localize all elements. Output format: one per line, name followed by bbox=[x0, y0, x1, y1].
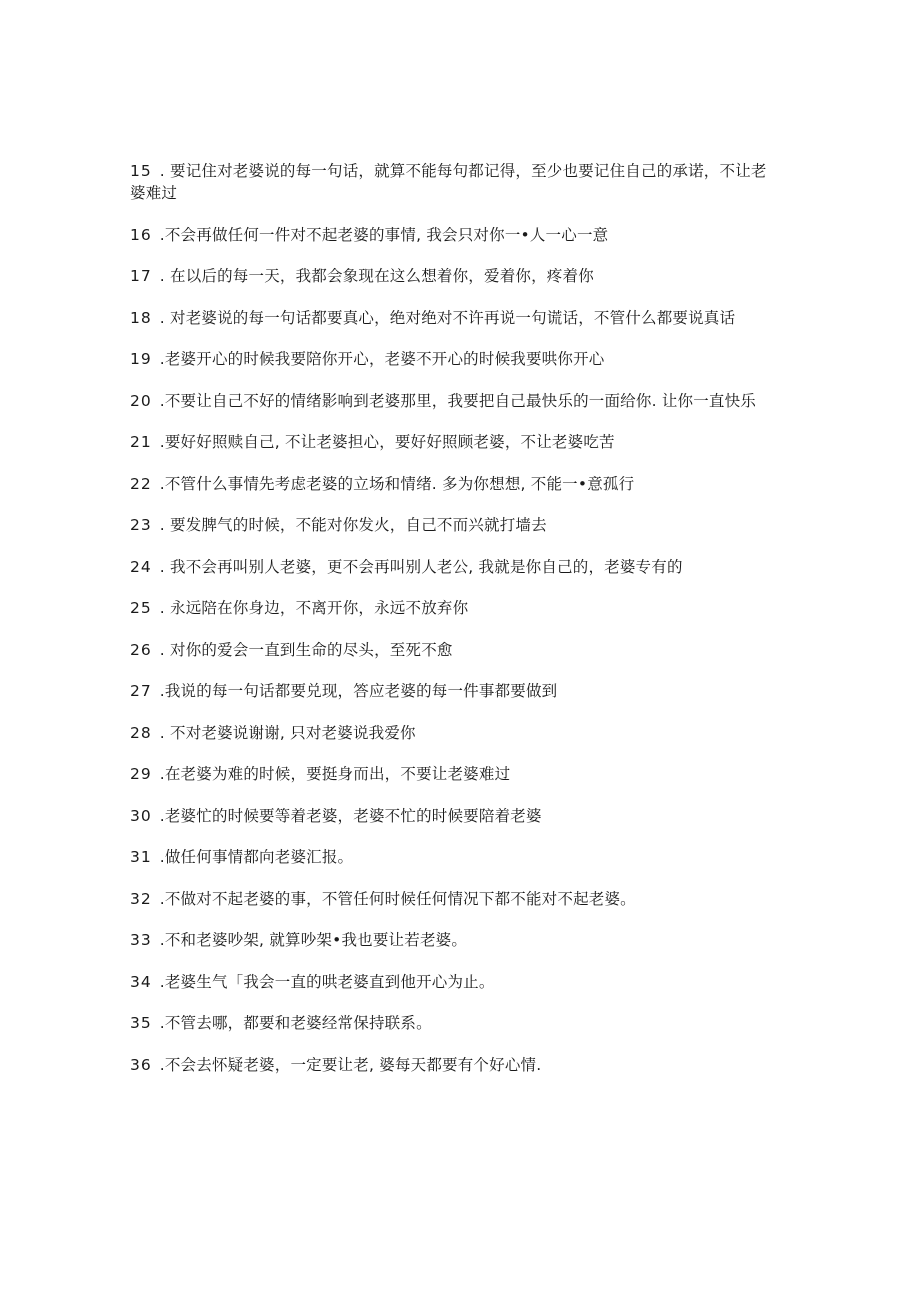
item-text: . 对你的爱会一直到生命的尽头，至死不愈 bbox=[159, 640, 453, 659]
item-text: .不管去哪，都要和老婆经常保持联系。 bbox=[159, 1014, 432, 1032]
item-number: 32 bbox=[130, 889, 152, 908]
list-item bbox=[0, 473, 920, 495]
item-text: .要好好照赎自己, 不让老婆担心，要好好照顾老婆，不让老婆吃苦 bbox=[159, 433, 615, 451]
item-number: 18 bbox=[130, 308, 152, 327]
item-text: .不会去怀疑老婆，一定要让老, 婆每天都要有个好心情. bbox=[159, 1055, 542, 1074]
item-text: .不要让自己不好的情绪影响到老婆那里，我要把自己最快乐的一面给你. 让你一直快乐 bbox=[159, 391, 757, 410]
list-item bbox=[0, 224, 920, 246]
item-number: 30 bbox=[130, 806, 152, 825]
list-item bbox=[0, 680, 920, 702]
item-number: 21 bbox=[130, 433, 152, 451]
item-text: . 对老婆说的每一句话都要真心，绝对绝对不许再说一句谎话，不管什么都要说真话 bbox=[159, 308, 736, 327]
list-item bbox=[0, 722, 920, 744]
item-text: . 要发脾气的时候，不能对你发火，自己不而兴就打墙去 bbox=[159, 516, 547, 534]
item-number: 26 bbox=[130, 640, 152, 659]
item-text: .老婆忙的时候要等着老婆，老婆不忙的时候要陪着老婆 bbox=[159, 806, 542, 825]
item-number: 19 bbox=[130, 350, 152, 368]
item-number: 31 bbox=[130, 848, 152, 866]
item-text: .在老婆为难的时候，要挺身而出，不要让老婆难过 bbox=[159, 765, 511, 783]
list-item bbox=[0, 556, 920, 578]
item-text: . 不对老婆说谢谢, 只对老婆说我爱你 bbox=[159, 723, 416, 742]
item-number: 27 bbox=[130, 682, 152, 700]
item-number: 25 bbox=[130, 599, 152, 617]
item-text: . 在以后的每一天，我都会象现在这么想着你，爱着你，疼着你 bbox=[159, 267, 594, 285]
list-item bbox=[0, 307, 920, 329]
list-item bbox=[0, 390, 920, 412]
item-number: 24 bbox=[130, 557, 152, 576]
item-number: 33 bbox=[130, 931, 152, 949]
list-item bbox=[0, 888, 920, 910]
list-item bbox=[0, 639, 920, 661]
item-number: 36 bbox=[130, 1055, 152, 1074]
list-item bbox=[0, 1012, 920, 1034]
item-number: 22 bbox=[130, 474, 152, 493]
item-text: . 我不会再叫别人老婆，更不会再叫别人老公, 我就是你自己的，老婆专有的 bbox=[159, 557, 683, 576]
item-number: 29 bbox=[130, 765, 152, 783]
list-item bbox=[0, 514, 920, 536]
item-text: .不和老婆吵架, 就算吵架•我也要让若老婆。 bbox=[159, 931, 468, 949]
item-text: .我说的每一句话都要兑现，答应老婆的每一件事都要做到 bbox=[159, 682, 558, 700]
item-text: . 要记住对老婆说的每一句话，就算不能每句都记得，至少也要记住自己的承诺，不让老婆难过 bbox=[130, 162, 767, 202]
list-item bbox=[0, 846, 920, 868]
item-number: 23 bbox=[130, 516, 152, 534]
list-item bbox=[0, 265, 920, 287]
list-item bbox=[0, 348, 920, 370]
item-text: .做任何事情都向老婆汇报。 bbox=[159, 848, 354, 866]
item-text: .老婆生气「我会一直的哄老婆直到他开心为止。 bbox=[159, 972, 495, 991]
item-number: 20 bbox=[130, 391, 152, 410]
list-item bbox=[0, 597, 920, 619]
item-number: 16 bbox=[130, 225, 152, 244]
item-number: 15 bbox=[130, 162, 152, 180]
item-number: 34 bbox=[130, 972, 152, 991]
numbered-list bbox=[0, 160, 920, 1095]
item-text: .不会再做任何一件对不起老婆的事情, 我会只对你一•人一心一意 bbox=[159, 225, 609, 244]
list-item bbox=[0, 763, 920, 785]
item-number: 17 bbox=[130, 267, 152, 285]
list-item bbox=[0, 929, 920, 951]
item-text: .老婆开心的时候我要陪你开心，老婆不开心的时候我要哄你开心 bbox=[159, 350, 605, 368]
item-number: 35 bbox=[130, 1014, 152, 1032]
list-item bbox=[0, 805, 920, 827]
list-item bbox=[0, 160, 920, 204]
item-text: . 永远陪在你身边，不离开你，永远不放弃你 bbox=[159, 599, 469, 617]
list-item bbox=[0, 971, 920, 993]
list-item bbox=[0, 431, 920, 453]
list-item bbox=[0, 1054, 920, 1076]
item-text: .不管什么事情先考虑老婆的立场和情绪. 多为你想想, 不能一•意孤行 bbox=[159, 474, 635, 493]
item-number: 28 bbox=[130, 723, 152, 742]
item-text: .不做对不起老婆的事，不管任何时候任何情况下都不能对不起老婆。 bbox=[159, 889, 636, 908]
